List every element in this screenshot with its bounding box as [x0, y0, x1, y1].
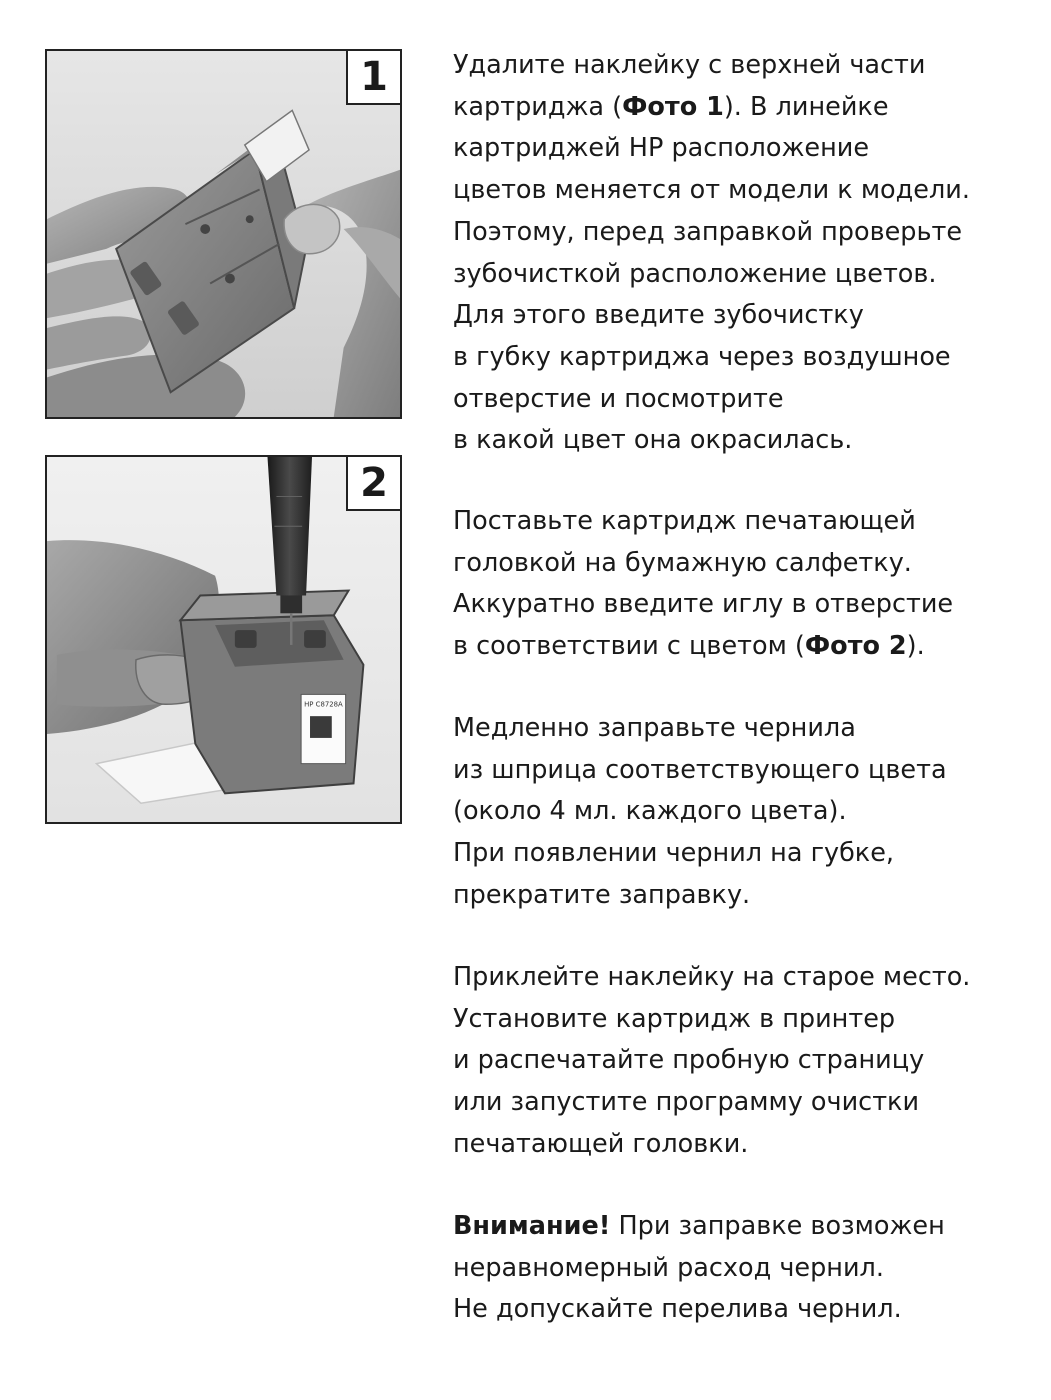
warning-note	[453, 1206, 1045, 1331]
text-line: из шприца соответствующего цвета	[453, 754, 947, 785]
text-line: Установите картридж в принтер	[453, 1003, 896, 1034]
text-line: в губку картриджа через воздушное	[453, 341, 951, 372]
text-line: Не допускайте перелива чернил.	[453, 1294, 902, 1325]
text-line: головкой на бумажную салфетку.	[453, 547, 912, 578]
text-line: в соответствии с цветом (Фото 2).	[453, 631, 925, 662]
text-line: отверстие и посмотрите	[453, 383, 784, 414]
text-line: прекратите заправку.	[453, 879, 751, 910]
text-line: Для этого введите зубочистку	[453, 300, 864, 331]
instruction-remove-sticker	[453, 45, 1045, 462]
instruction-reinstall	[453, 957, 1045, 1166]
text-line: Поставьте картридж печатающей	[453, 506, 916, 536]
text-line: Приклейте наклейку на старое место.	[453, 962, 971, 992]
text-line: (около 4 мл. каждого цвета).	[453, 796, 847, 827]
photo-1-remove-sticker	[45, 49, 402, 419]
instruction-refill-ink	[453, 708, 1045, 917]
cartridge-sticker-photo	[47, 51, 400, 417]
photo-reference: Фото 1	[622, 91, 724, 122]
photo-reference: Фото 2	[804, 631, 907, 662]
warning-label: Внимание!	[453, 1211, 611, 1241]
label-code: HP C8728A	[304, 700, 343, 709]
text-line: в какой цвет она окрасилась.	[453, 425, 853, 456]
text-line: или запустите программу очистки	[453, 1087, 920, 1118]
text-line: зубочисткой расположение цветов.	[453, 258, 937, 289]
text-line: картриджа (Фото 1). В линейке	[453, 91, 889, 122]
syringe-refill-photo	[47, 457, 400, 822]
text-line: печатающей головки.	[453, 1128, 749, 1159]
text-line: картриджей HP расположение	[453, 133, 870, 164]
text-line: цветов меняется от модели к модели.	[453, 175, 970, 206]
text-line: При появлении чернил на губке,	[453, 838, 894, 869]
text-line: Поэтому, перед заправкой проверьте	[453, 216, 963, 247]
text-line: Внимание! При заправке возможен	[453, 1211, 945, 1241]
text-line: неравномерный расход чернил.	[453, 1252, 884, 1283]
text-line: и распечатайте пробную страницу	[453, 1045, 925, 1076]
photo-number-badge: 1	[346, 49, 402, 105]
photo-2-inject-ink	[45, 455, 402, 824]
photo-number-badge: 2	[346, 455, 402, 511]
instruction-insert-needle	[453, 501, 1045, 668]
text-line: Медленно заправьте чернила	[453, 713, 856, 743]
text-line: Аккуратно введите иглу в отверстие	[453, 589, 954, 620]
text-line: Удалите наклейку с верхней части	[453, 50, 926, 80]
